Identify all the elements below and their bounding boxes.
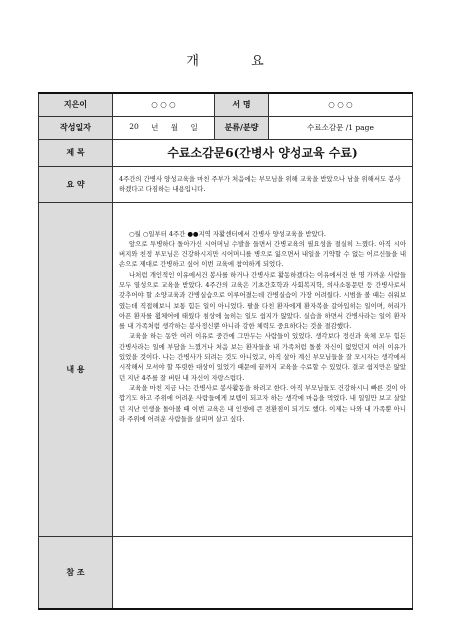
subject-value: 수료소감문6(간병사 양성교육 수료) <box>113 139 413 166</box>
page-title: 개 요 <box>186 54 288 69</box>
category-value: 수료소감문 /1 page <box>269 116 413 139</box>
content-paragraph: 교육을 마친 지금 나는 간병사로 봉사활동을 하려고 한다. 아직 부모님들도 건강하시니 빠른 것이 아깝기도 하고 주위에 어려운 사람들에게 보템이 되고자 하는 생각에 마음을 먹었다. 내 일일만 보고 살았던 지난 인생을 돌아볼 때 이번 교육은 내 인생에 큰 전환점이 되기도 했다. 이제는 나와 내 가족뿐 아니라 주위에 어려운 사람들을 살피며 살고 싶다. <box>119 383 406 423</box>
reference-value <box>113 536 413 609</box>
author-row <box>39 93 413 116</box>
content-paragraph: 앞으로 투병하다 돌아가신 시어머님 수발을 들면서 간병교육의 필요성을 절실히 느꼈다. 아직 시아버지와 친정 부모님은 건강하시지만 시어머니를 병으로 잃으면서 내일을 기약할 수 없는 어르신들을 내 손으로 제대로 간병하고 싶어 이번 교육에 참여하게 되었다. <box>119 239 406 269</box>
date-row <box>39 116 413 139</box>
reference-label: 참 조 <box>39 536 113 609</box>
summary-label: 요 약 <box>39 166 113 202</box>
subject-row <box>39 139 413 166</box>
category-label: 분류/분량 <box>215 116 269 139</box>
date-label: 작성일자 <box>39 116 113 139</box>
date-year-unit: 년 <box>151 123 159 132</box>
content-label: 내 용 <box>39 202 113 536</box>
overview-form <box>38 92 413 610</box>
content-paragraph: 교육을 하는 동안 여러 이유로 중간에 그만두는 사람들이 있었다. 생각보다 정신과 육체 모두 힘든 간병사라는 일에 부담을 느꼈거나 처음 보는 환자들을 내 가족처럼 돌볼 자신이 없었던지 여러 이유가 있었을 것이다. 나는 간병사가 되려는 것도 아니었고, 아직 살아 계신 부모님들을 잘 모시자는 생각에서 시작해서 모셔야 할 뚜렷한 대상이 있었기 때문에 끝까지 교육을 수료할 수 있었다. 결코 쉽지만은 않았던 지난 4주를 잘 버틴 내 자신이 자랑스럽다. <box>119 332 406 382</box>
content-paragraph: 나처럼 개인적인 이유에서건 봉사를 하거나 간병사로 활동하겠다는 이유에서건 한 명 가까운 사람들 모두 열성으로 교육을 받았다. 4주간의 교육은 기초간호학과 사회복지학, 의사소통문턴 등 간병사로서 갖추어야 할 소양교육과 간병실습으로 이루어졌는데 간병실습이 가장 어려웠다. 시범을 볼 때는 쉬워보였는데 직접해보니 보통 힘든 일이 아니었다. 팔을 다친 환자에게 환자복을 갈아입히는 일이며, 허리가 아픈 환자를 휠체어에 태웠다 침상에 눕히는 일도 쉽지가 않았다. 실습을 하면서 간병사라는 일이 환자를 내 가족처럼 생각하는 봉사정신뿐 아니라 강한 체력도 중요하다는 것을 절감했다. <box>119 270 406 331</box>
reference-row <box>39 536 413 609</box>
date-value <box>113 116 215 139</box>
content-body <box>113 202 413 536</box>
signature-label: 서 명 <box>215 93 269 116</box>
signature-value: ○ ○ ○ <box>269 93 413 116</box>
content-row <box>39 202 413 536</box>
author-label: 지은이 <box>39 93 113 116</box>
date-month-unit: 월 <box>170 123 179 132</box>
summary-row <box>39 166 413 202</box>
subject-label: 제 목 <box>39 139 113 166</box>
date-day-unit: 일 <box>190 123 198 132</box>
author-value: ○ ○ ○ <box>113 93 215 116</box>
content-paragraph: ○월 ○일부터 4주간 ●●지역 자활센터에서 간병사 양성교육을 받았다. <box>129 229 326 238</box>
date-year: 20 <box>129 122 139 131</box>
summary-value: 4주간의 간병사 양성교육을 마친 주부가 처음에는 부모님을 위해 교육을 받았으나 남을 위해서도 봉사하겠다고 다짐하는 내용입니다. <box>113 166 413 202</box>
